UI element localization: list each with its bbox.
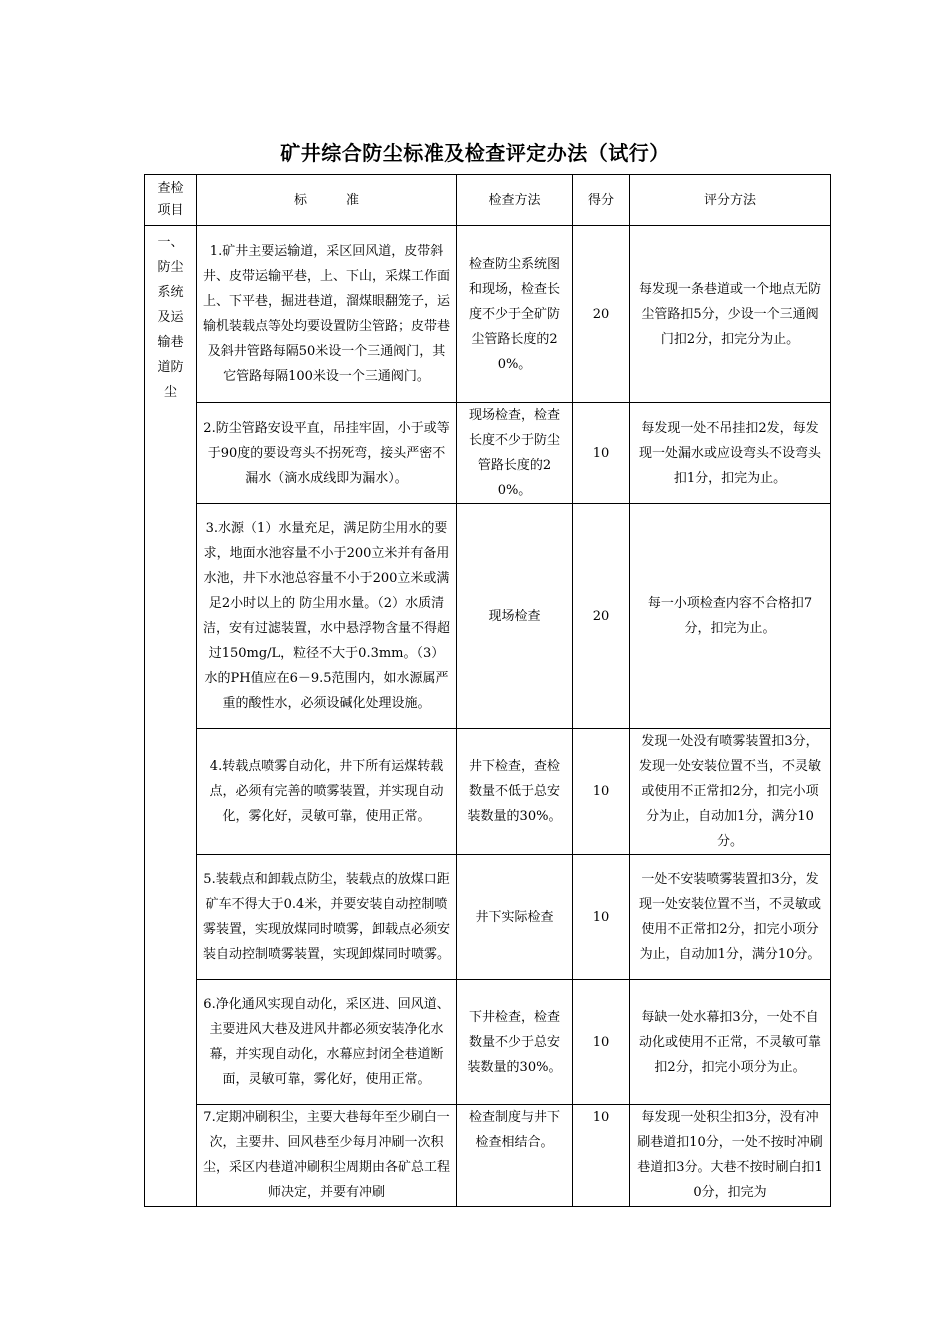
category-cell	[145, 226, 197, 1207]
evaluation-cell: 每发现一处不吊挂扣2发，每发现一处漏水或应设弯头不设弯头扣1分，扣完为止。	[630, 403, 831, 504]
header-item: 查检项目	[145, 175, 197, 226]
method-cell: 井下检查，查检数量不低于总安装数量的30%。	[457, 729, 573, 855]
evaluation-cell: 每发现一处积尘扣3分，没有冲刷巷道扣10分，一处不按时冲刷巷道扣3分。大巷不按时刷白扣10分，扣完为	[630, 1105, 831, 1207]
table-row	[145, 1105, 831, 1207]
method-cell: 现场检查	[457, 504, 573, 729]
header-evaluation: 评分方法	[630, 175, 831, 226]
score-cell: 10	[573, 980, 630, 1105]
category-label: 一、防尘系统及运输巷道防尘	[157, 235, 184, 400]
evaluation-cell: 发现一处没有喷雾装置扣3分，发现一处安装位置不当，不灵敏或使用不正常扣2分，扣完小项分为止，自动加1分，满分10分。	[630, 729, 831, 855]
score-cell: 20	[573, 504, 630, 729]
table-row	[145, 980, 831, 1105]
evaluation-cell: 每缺一处水幕扣3分，一处不自动化或使用不正常，不灵敏可靠扣2分，扣完小项分为止。	[630, 980, 831, 1105]
method-cell: 检查防尘系统图和现场，检查长度不少于全矿防尘管路长度的20%。	[457, 226, 573, 403]
standard-cell: 5.装载点和卸载点防尘，装载点的放煤口距矿车不得大于0.4米，并要安装自动控制喷雾装置，实现放煤同时喷雾，卸载点必须安装自动控制喷雾装置，实现卸煤同时喷雾。	[197, 855, 457, 980]
table-row	[145, 403, 831, 504]
standard-cell: 6.净化通风实现自动化，采区进、回风道、主要进风大巷及进风井都必须安装净化水幕，并实现自动化，水幕应封闭全巷道断面，灵敏可靠，雾化好，使用正常。	[197, 980, 457, 1105]
header-standard: 标 准	[197, 175, 457, 226]
evaluation-table	[144, 174, 831, 1207]
evaluation-cell: 每一小项检查内容不合格扣7分，扣完为止。	[630, 504, 831, 729]
table-row	[145, 504, 831, 729]
standard-cell: 2.防尘管路安设平直，吊挂牢固，小于或等于90度的要设弯头不拐死弯，接头严密不漏水（滴水成线即为漏水）。	[197, 403, 457, 504]
table-row	[145, 729, 831, 855]
evaluation-cell: 一处不安装喷雾装置扣3分，发现一处安装位置不当，不灵敏或使用不正常扣2分，扣完小项分为止，自动加1分，满分10分。	[630, 855, 831, 980]
method-cell: 现场检查，检查长度不少于防尘管路长度的20%。	[457, 403, 573, 504]
score-cell: 20	[573, 226, 630, 403]
score-cell: 10	[573, 855, 630, 980]
table-header-row	[145, 175, 831, 226]
score-cell: 10	[573, 403, 630, 504]
standard-cell: 7.定期冲刷积尘，主要大巷每年至少刷白一次，主要井、回风巷至少每月冲刷一次积尘，采区内巷道冲刷积尘周期由各矿总工程师决定，并要有冲刷	[197, 1105, 457, 1207]
header-score: 得分	[573, 175, 630, 226]
method-cell: 下井检查，检查数量不少于总安装数量的30%。	[457, 980, 573, 1105]
standard-cell: 1.矿井主要运输道，采区回风道，皮带斜井、皮带运输平巷，上、下山，采煤工作面上、下平巷，掘进巷道，溜煤眼翻笼子，运输机装载点等处均要设置防尘管路；皮带巷及斜井管路每隔50米设一个三通阀门，其它管路每隔100米设一个三通阀门。	[197, 226, 457, 403]
score-cell: 10	[573, 729, 630, 855]
page-title: 矿井综合防尘标准及检查评定办法（试行）	[280, 141, 670, 165]
table-row	[145, 226, 831, 403]
standard-cell: 3.水源（1）水量充足，满足防尘用水的要求，地面水池容量不小于200立米并有备用水池，井下水池总容量不小于200立米或满足2小时以上的 防尘用水量。（2）水质清洁，安有过滤装置，水中悬浮物含量不得超过150mg/L，粒径不大于0.3mm。（3）水的PH值应在6－9.5范围内，如水源属严重的酸性水，必须设碱化处理设施。	[197, 504, 457, 729]
method-cell: 检查制度与井下检查相结合。	[457, 1105, 573, 1207]
table-row	[145, 855, 831, 980]
standard-cell: 4.转载点喷雾自动化，井下所有运煤转载点，必须有完善的喷雾装置，并实现自动化，雾化好，灵敏可靠，使用正常。	[197, 729, 457, 855]
score-cell: 10	[573, 1105, 630, 1207]
header-method: 检查方法	[457, 175, 573, 226]
evaluation-cell: 每发现一条巷道或一个地点无防尘管路扣5分，少设一个三通阀门扣2分，扣完分为止。	[630, 226, 831, 403]
method-cell: 井下实际检查	[457, 855, 573, 980]
